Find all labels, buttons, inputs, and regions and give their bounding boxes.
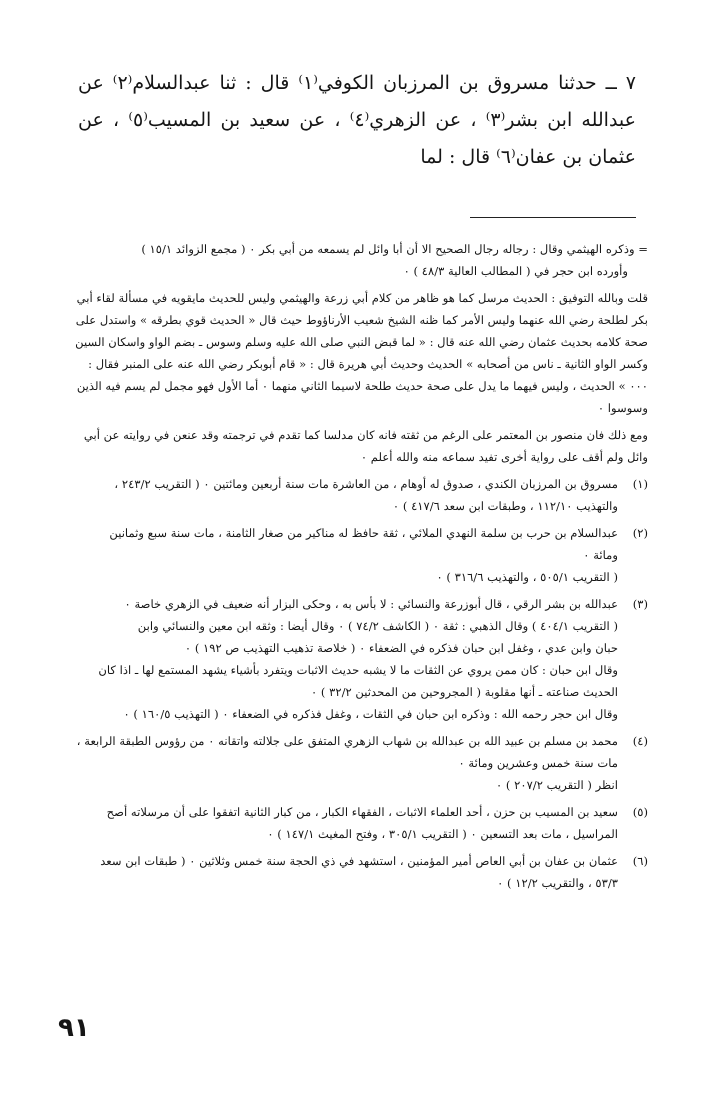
footnote-number: (٦) [632,854,648,868]
note-line: = وذكره الهيثمي وقال : رجاله رجال الصحيح الا أن أبا وائل لم يسمعه من أبي بكر ۰ ( مجمع الزوائد ١٥/١ ) [141,242,648,256]
footnote-line: وقال ابن حجر رحمه الله : وذكره ابن حبان في الثقات ، وغفل فذكره في الضعفاء ۰ ( التهذيب ١٦٠/٥ ) ۰ [123,707,618,721]
footnote-line: ٥٣/٣ ، والتقريب ١٢/٢ ) ۰ [497,876,618,890]
continued-note [70,238,648,282]
footnote-6 [70,850,648,894]
footnote-line: سعيد بن المسيب بن حزن ، أحد العلماء الاثبات ، الفقهاء الكبار ، من كبار الثانية اتفقوا على أن مرسلاته أصح [106,805,618,819]
page-number: ٩١ [58,1013,90,1043]
hadith-text: ٧ ــ حدثنا مسروق بن المرزبان الكوفي⁽١⁾ قال : ثنا عبدالسلام⁽٢⁾ عن عبدالله ابن بشر⁽٣⁾ ، عن الزهري⁽٤⁾ ، عن سعيد بن المسيب⁽٥⁾ ، عن عثمان بن عفان⁽٦⁾ قال : لما [78,72,637,168]
commentary-paragraph: قلت وبالله التوفيق : الحديث مرسل كما هو ظاهر من كلام أبي زرعة والهيثمي وليس للحديث مايقويه في مسألة لقاء أبي بكر لطلحة رضي الله عنهما وليس الأمر كما ظنه الشيخ شعيب الأرناؤوط حيث قال « الحديث قوي بطرقه » واستدل على صحة كلامه بحديث عثمان رضي الله عنه قال : « لما قبض النبي صلى الله عليه وسلم وسوس ـ بضم الواو واسكان السين وكسر الواو الثانية ـ ناس من أصحابه » الحديث وحديث أبي هريرة قال : « قام أبوبكر رضي الله عنه على المنبر فقال : ۰۰۰ » الحديث ، وليس فيهما ما يدل على صحة حديث طلحة لاسيما الثاني منهما ۰ أما الأول فهو مجمل لم يسم فيه الذين وسوسوا ۰ [75,291,648,415]
footnote-line: ( التقريب ٥٠٥/١ ، والتهذيب ٣١٦/٦ ) ۰ [436,570,618,584]
footnote-number: (٥) [632,805,648,819]
footnote-line: المراسيل ، مات بعد التسعين ۰ ( التقريب ٣٠٥/١ ، وفتح المغيث ١٤٧/١ ) ۰ [267,827,618,841]
footnote-line: محمد بن مسلم بن عبيد الله بن عبدالله بن شهاب الزهري المتفق على جلالته واتقانه ۰ من رؤوس الطبقة الرابعة ، [76,734,618,748]
note-line: وأورده ابن حجر في ( المطالب العالية ٤٨/٣ ) ۰ [403,264,628,278]
footnote-number: (١) [632,477,648,491]
footnote-3 [70,593,648,725]
footnote-number: (٤) [632,734,648,748]
footnote-line: مات سنة خمس وعشرين ومائة ۰ [458,756,618,770]
footnote-5 [70,801,648,845]
footnote-line: الحديث صناعته ـ أنها مقلوبة ( المجروحين من المحدثين ٣٢/٢ ) ۰ [311,685,618,699]
footnote-line: عبدالله بن بشر الرقي ، قال أبوزرعة والنسائي : لا بأس به ، وحكى البزار أنه ضعيف في الزهري خاصة ۰ [124,597,618,611]
commentary-paragraph: ومع ذلك فان منصور بن المعتمر على الرغم من ثقته فانه كان مدلسا كما تقدم في ترجمته وقد عنعن في روايته عن أبي وائل ولم أقف على رواية أخرى تفيد سماعه منه والله أعلم ۰ [83,428,648,464]
footnote-line: وقال ابن حبان : كان ممن يروي عن الثقات ما لا يشبه حديث الاثبات ويتفرد بأشياء يشهد المستمع لها ـ اذا كان [98,663,618,677]
footnote-line: ومائة ۰ [583,548,618,562]
footnote-line: ( التقريب ٤٠٤/١ ) وقال الذهبي : ثقة ۰ ( الكاشف ٧٤/٢ ) ۰ وقال أيضا : وثقه ابن معين والنسائي وابن [137,619,618,633]
footnote-number: (٣) [632,597,648,611]
footnotes-area [70,238,648,899]
footnote-2 [70,522,648,588]
footnote-line: عبدالسلام بن حرب بن سلمة النهدي الملائي ، ثقة حافظ له مناكير من صغار الثامنة ، مات سنة سبع وثمانين [109,526,618,540]
footnote-line: حبان وابن عدي ، وغفل ابن حبان فذكره في الضعفاء ۰ ( خلاصة تذهيب التهذيب ص ١٩٢ ) ۰ [184,641,618,655]
footnote-line: والتهذيب ١١٢/١٠ ، وطبقات ابن سعد ٤١٧/٦ ) ۰ [392,499,618,513]
footnote-4 [70,730,648,796]
footnote-1 [70,473,648,517]
footnote-line: مسروق بن المرزبان الكندي ، صدوق له أوهام ، من العاشرة مات سنة أربعين ومائتين ۰ ( التقريب ٢٤٣/٢ ، [114,477,618,491]
footnote-number: (٢) [632,526,648,540]
footnote-separator [470,217,636,218]
footnote-line: عثمان بن عفان بن أبي العاص أمير المؤمنين ، استشهد في ذي الحجة سنة خمس وثلاثين ۰ ( طبقات ابن سعد [100,854,618,868]
footnote-line: انظر ( التقريب ٢٠٧/٢ ) ۰ [495,778,618,792]
